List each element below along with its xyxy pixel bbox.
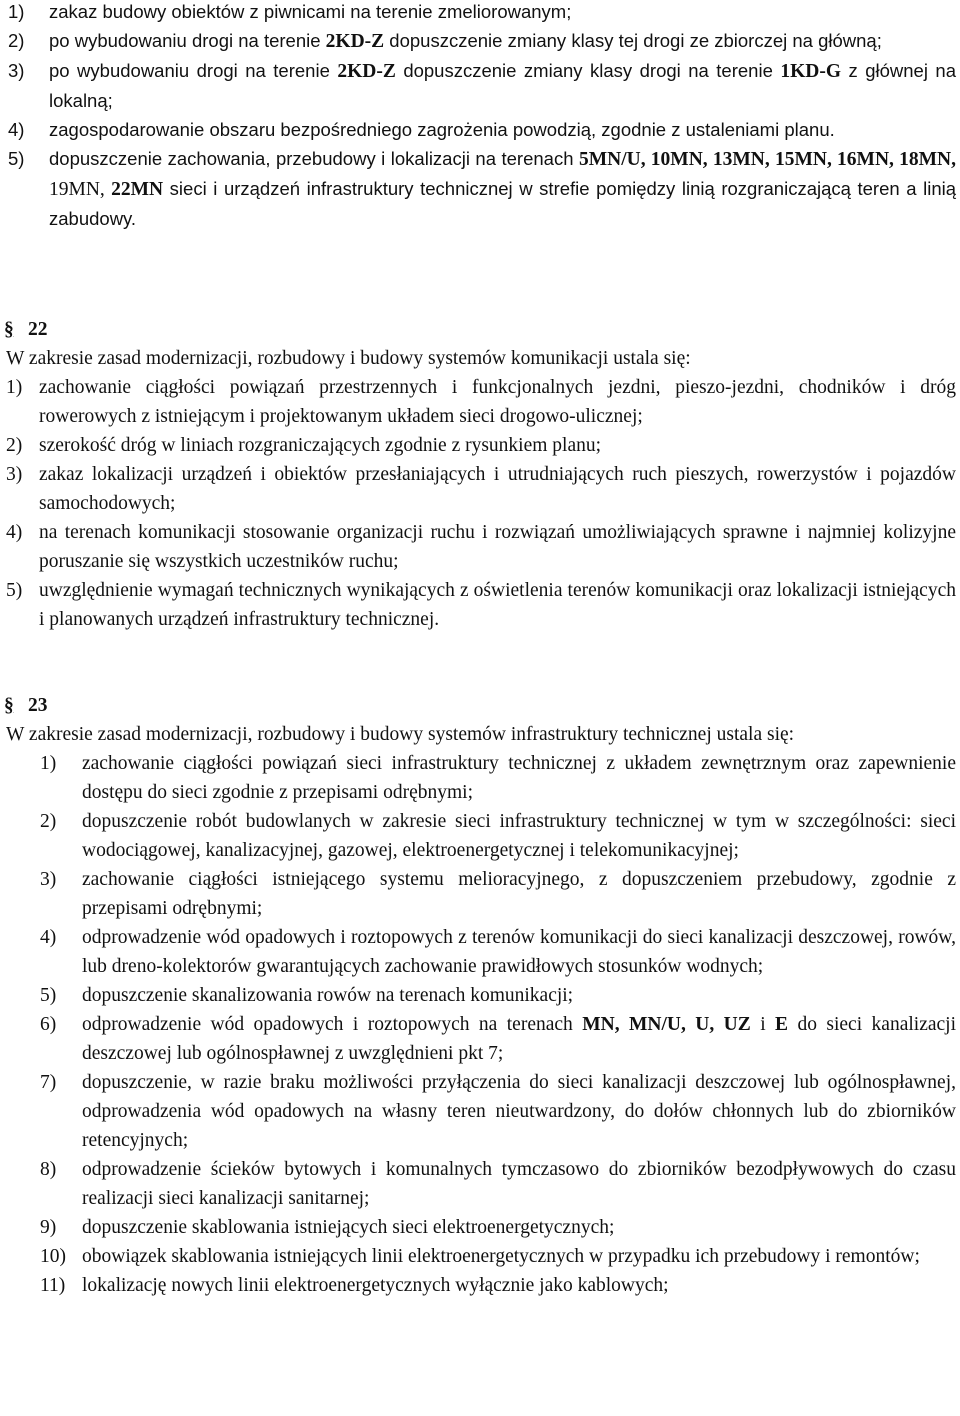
item-text: na terenach komunikacji stosowanie organizacji ruchu i rozwiązań umożliwiających sprawne i najmniej kolizyjne poruszanie się wszystkich uczestników ruchu;	[39, 522, 956, 572]
section-23-list	[0, 749, 960, 1300]
item-number: 11)	[40, 1275, 66, 1296]
list-item	[0, 144, 960, 233]
item-number: 3)	[6, 464, 23, 485]
item-number: 4)	[6, 522, 23, 543]
item-text: lokalizację nowych linii elektroenergetycznych wyłącznie jako kablowych;	[82, 1275, 669, 1296]
section-intro: W zakresie zasad modernizacji, rozbudowy i budowy systemów infrastruktury technicznej ustala się:	[6, 724, 795, 745]
section-number: 23	[28, 695, 48, 716]
section-22	[0, 315, 960, 634]
item-text: odprowadzenie wód opadowych i roztopowych na terenach MN, MN/U, U, UZ i E do sieci kanalizacji deszczowej lub ogólnospławnej z uwzględnieni pkt 7;	[82, 1014, 956, 1064]
list-item	[0, 56, 960, 115]
item-text: zakaz budowy obiektów z piwnicami na terenie zmeliorowanym;	[49, 1, 572, 22]
item-text: zakaz lokalizacji urządzeń i obiektów przesłaniających i utrudniających ruch pieszych, rowerzystów i pojazdów samochodowych;	[39, 464, 956, 514]
list-item	[0, 865, 960, 923]
item-number: 3)	[40, 869, 57, 890]
list-item	[0, 1271, 960, 1300]
list-item	[0, 0, 960, 26]
item-number: 4)	[40, 927, 57, 948]
item-text: po wybudowaniu drogi na terenie 2KD-Z dopuszczenie zmiany klasy drogi na terenie 1KD-G z głównej na lokalną;	[49, 60, 957, 111]
section-heading	[0, 691, 960, 720]
item-text: zachowanie ciągłości istniejącego systemu melioracyjnego, z dopuszczeniem przebudowy, zgodnie z przepisami odrębnymi;	[82, 869, 956, 919]
paragraph-symbol: §	[4, 319, 14, 340]
item-text: zachowanie ciągłości powiązań przestrzennych i funkcjonalnych jezdni, pieszo-jezdni, chodników i dróg rowerowych z istniejącym i projektowanym układem sieci drogowo-ulicznej;	[39, 377, 956, 427]
item-number: 2)	[6, 435, 23, 456]
list-item	[0, 1242, 960, 1271]
item-text: szerokość dróg w liniach rozgraniczających zgodnie z rysunkiem planu;	[39, 435, 602, 456]
list-item	[0, 1155, 960, 1213]
item-number: 1)	[6, 377, 23, 398]
list-item	[0, 460, 960, 518]
item-text: dopuszczenie skablowania istniejących sieci elektroenergetycznych;	[82, 1217, 615, 1238]
list-item	[0, 807, 960, 865]
section-number: 22	[28, 319, 48, 340]
item-number: 1)	[40, 753, 57, 774]
item-number: 7)	[40, 1072, 57, 1093]
list-item	[0, 373, 960, 431]
item-number: 6)	[40, 1014, 57, 1035]
list-item	[0, 1213, 960, 1242]
item-text: dopuszczenie zachowania, przebudowy i lokalizacji na terenach 5MN/U, 10MN, 13MN, 15MN, 16MN, 18MN, 19MN, 22MN sieci i urządzeń infrastruktury technicznej w strefie pomiędzy linią rozgraniczającą teren a linią zabudowy.	[49, 148, 957, 229]
item-number: 9)	[40, 1217, 57, 1238]
item-text: dopuszczenie, w razie braku możliwości przyłączenia do sieci kanalizacji deszczowej lub ogólnospławnej, odprowadzenia wód opadowych na własny teren nieutwardzony, do dołów chłonnych lub do zbiorników retencyjnych;	[82, 1072, 956, 1151]
item-number: 3)	[8, 60, 25, 81]
item-text: dopuszczenie skanalizowania rowów na terenach komunikacji;	[82, 985, 574, 1006]
list-item	[0, 431, 960, 460]
item-number: 5)	[40, 985, 57, 1006]
paragraph-symbol: §	[4, 695, 14, 716]
list-item	[0, 1068, 960, 1155]
item-number: 8)	[40, 1159, 57, 1180]
section-heading	[0, 315, 960, 344]
item-text: uwzględnienie wymagań technicznych wynikających z oświetlenia terenów komunikacji oraz lokalizacji istniejących i planowanych urządzeń infrastruktury technicznej.	[39, 580, 956, 630]
top-list	[0, 0, 960, 233]
item-number: 5)	[8, 148, 25, 169]
item-number: 1)	[8, 1, 25, 22]
section-23	[0, 691, 960, 1300]
section-22-list	[0, 373, 960, 634]
item-text: zachowanie ciągłości powiązań sieci infrastruktury technicznej z układem zewnętrznym oraz zapewnienie dostępu do sieci zgodnie z przepisami odrębnymi;	[82, 753, 956, 803]
list-item	[0, 749, 960, 807]
item-text: obowiązek skablowania istniejących linii elektroenergetycznych w przypadku ich przebudowy i remontów;	[82, 1246, 920, 1267]
list-item	[0, 518, 960, 576]
list-item	[0, 981, 960, 1010]
item-number: 10)	[40, 1246, 66, 1267]
item-text: po wybudowaniu drogi na terenie 2KD-Z dopuszczenie zmiany klasy tej drogi ze zbiorczej na główną;	[49, 30, 882, 52]
item-text: zagospodarowanie obszaru bezpośredniego zagrożenia powodzią, zgodnie z ustaleniami planu.	[49, 119, 835, 140]
item-text: dopuszczenie robót budowlanych w zakresie sieci infrastruktury technicznej w tym w szczególności: sieci wodociągowej, kanalizacyjnej, gazowej, elektroenergetycznej i telekomunikacyjnej;	[82, 811, 956, 861]
list-item	[0, 923, 960, 981]
list-item	[0, 1010, 960, 1068]
list-item	[0, 26, 960, 56]
section-intro: W zakresie zasad modernizacji, rozbudowy i budowy systemów komunikacji ustala się:	[6, 348, 691, 369]
item-number: 4)	[8, 119, 25, 140]
item-text: odprowadzenie ścieków bytowych i komunalnych tymczasowo do zbiorników bezodpływowych do czasu realizacji sieci kanalizacji sanitarnej;	[82, 1159, 956, 1209]
item-number: 2)	[40, 811, 57, 832]
item-number: 2)	[8, 30, 25, 51]
list-item	[0, 115, 960, 144]
item-text: odprowadzenie wód opadowych i roztopowych z terenów komunikacji do sieci kanalizacji deszczowej, rowów, lub dreno-kolektorów gwarantujących zachowanie prawidłowych stosunków wodnych;	[82, 927, 956, 977]
item-number: 5)	[6, 580, 23, 601]
list-item	[0, 576, 960, 634]
